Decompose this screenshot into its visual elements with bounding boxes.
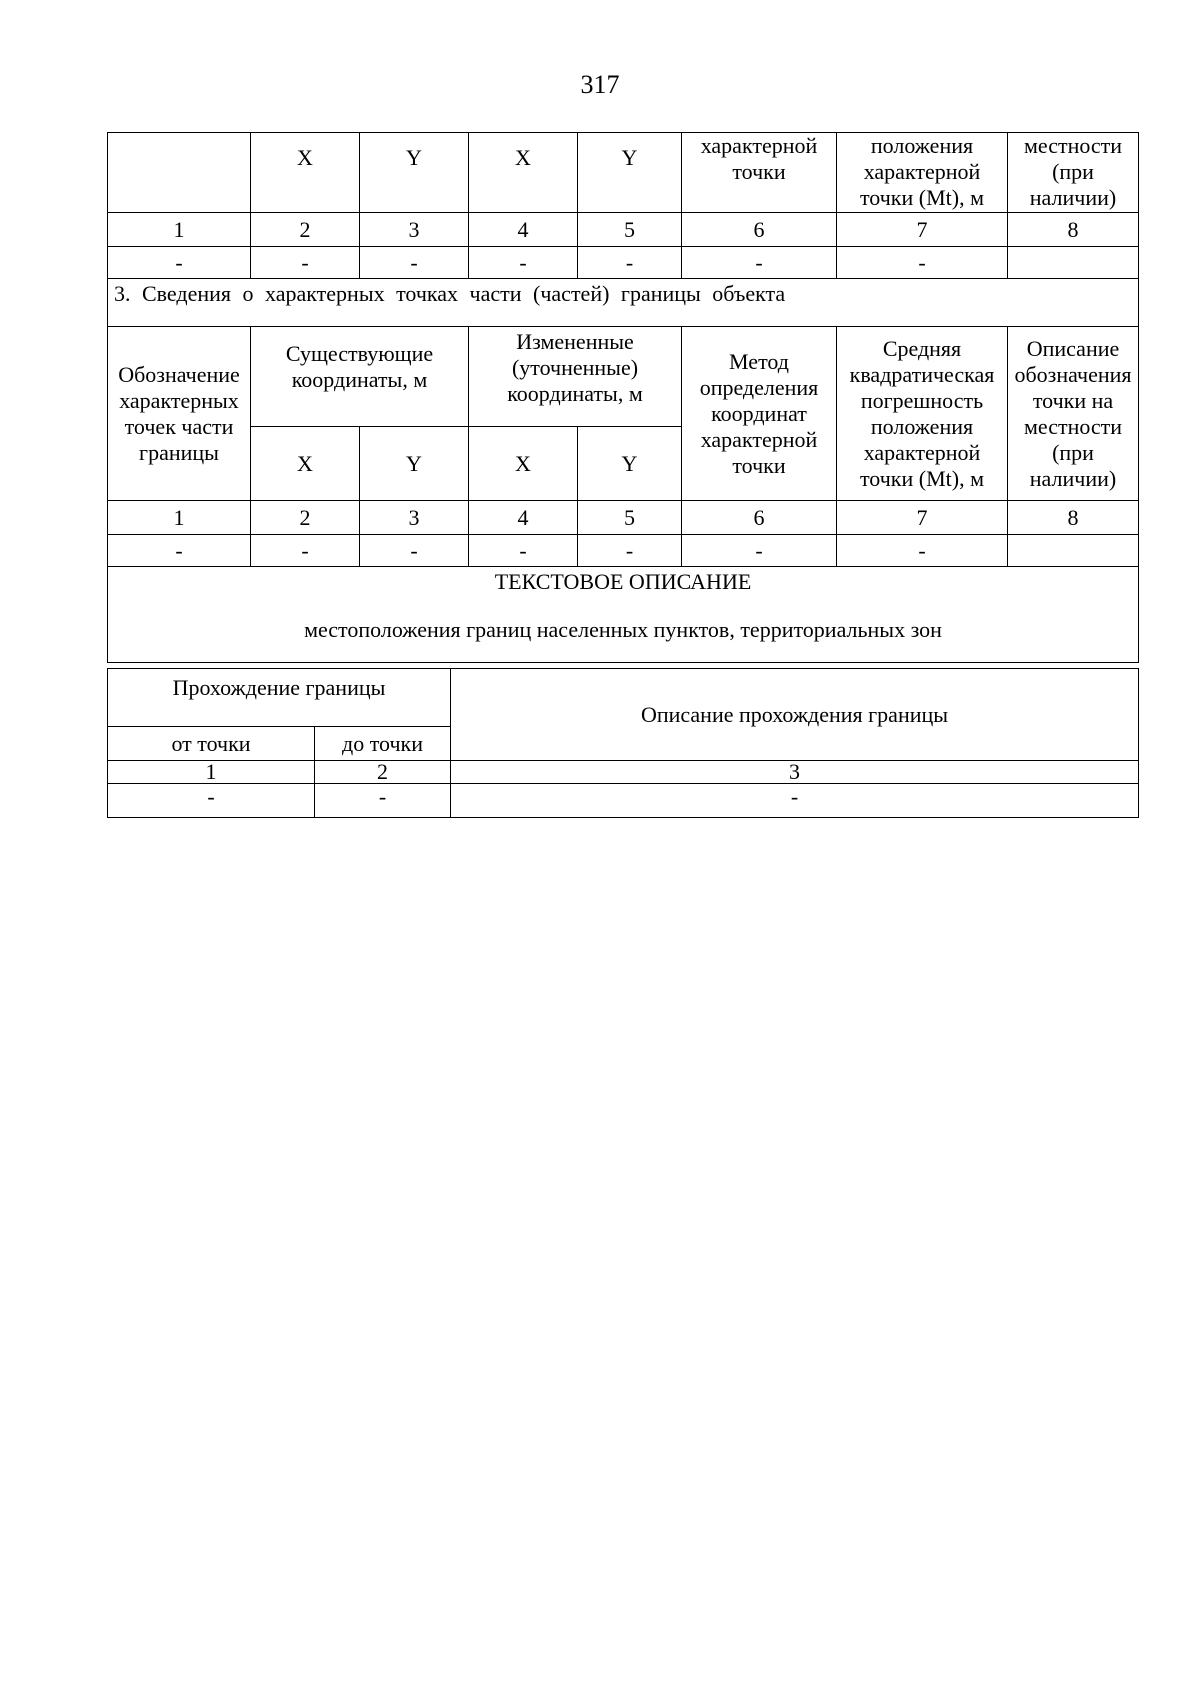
data-cell: - bbox=[315, 784, 451, 818]
cont-header-y-1: Y bbox=[360, 133, 469, 213]
header-method: Метод определения координат характерной точки bbox=[682, 327, 837, 501]
index-row bbox=[108, 213, 1139, 247]
index-cell: 3 bbox=[360, 213, 469, 247]
header-x-existing: X bbox=[251, 427, 360, 501]
data-cell: - bbox=[108, 535, 251, 567]
data-cell: - bbox=[251, 247, 360, 279]
index-cell: 5 bbox=[578, 501, 682, 535]
data-cell: - bbox=[682, 247, 837, 279]
section-3-data-row bbox=[108, 535, 1139, 567]
passage-header-row bbox=[108, 669, 1139, 727]
page-number: 317 bbox=[580, 70, 620, 99]
index-cell: 1 bbox=[108, 761, 315, 784]
header-to-point: до точки bbox=[315, 727, 451, 761]
data-cell: - bbox=[837, 535, 1008, 567]
data-cell: - bbox=[578, 535, 682, 567]
passage-data-row bbox=[108, 784, 1139, 818]
index-cell: 2 bbox=[251, 501, 360, 535]
cont-header-y-2: Y bbox=[578, 133, 682, 213]
text-description-subtitle: местоположения границ населенных пунктов, территориальных зон bbox=[304, 617, 942, 642]
header-boundary-passage: Прохождение границы bbox=[108, 669, 451, 727]
data-cell: - bbox=[360, 535, 469, 567]
index-cell: 2 bbox=[315, 761, 451, 784]
index-cell: 2 bbox=[251, 213, 360, 247]
index-cell: 7 bbox=[837, 501, 1008, 535]
passage-index-row bbox=[108, 761, 1139, 784]
header-designation: Обозначение характерных точек части границы bbox=[108, 327, 251, 501]
section-3-title-row bbox=[108, 279, 1139, 327]
header-y-existing: Y bbox=[360, 427, 469, 501]
data-cell: - bbox=[837, 247, 1008, 279]
data-cell: - bbox=[451, 784, 1139, 818]
cont-header-method: характерной точки bbox=[682, 133, 837, 213]
header-x-changed: X bbox=[469, 427, 578, 501]
coordinates-table bbox=[107, 132, 1139, 663]
data-cell: - bbox=[108, 247, 251, 279]
header-mean-square-error: Средняя квадратическая погрешность положения характерной точки (Mt), м bbox=[837, 327, 1008, 501]
section-3-header-row bbox=[108, 327, 1139, 427]
header-y-changed: Y bbox=[578, 427, 682, 501]
text-description-banner-row bbox=[108, 567, 1139, 663]
index-cell: 6 bbox=[682, 501, 837, 535]
header-existing-coordinates: Существующие координаты, м bbox=[251, 327, 469, 427]
data-cell: - bbox=[251, 535, 360, 567]
data-cell bbox=[1008, 247, 1139, 279]
section-3-title: 3. Сведения о характерных точках части (частей) границы объекта bbox=[108, 279, 1139, 327]
continued-header-row bbox=[108, 133, 1139, 213]
data-cell: - bbox=[108, 784, 315, 818]
cont-header-error: положения характерной точки (Mt), м bbox=[837, 133, 1008, 213]
index-cell: 8 bbox=[1008, 213, 1139, 247]
header-passage-description: Описание прохождения границы bbox=[451, 669, 1139, 761]
index-cell: 4 bbox=[469, 501, 578, 535]
text-description-title: ТЕКСТОВОЕ ОПИСАНИЕ bbox=[494, 569, 752, 594]
index-cell: 7 bbox=[837, 213, 1008, 247]
data-cell: - bbox=[469, 247, 578, 279]
index-cell: 3 bbox=[360, 501, 469, 535]
cont-header-cell-1 bbox=[108, 133, 251, 213]
index-cell: 5 bbox=[578, 213, 682, 247]
cont-header-description: местности (при наличии) bbox=[1008, 133, 1139, 213]
header-point-description: Описание обозначения точки на местности (при наличии) bbox=[1008, 327, 1139, 501]
data-cell bbox=[1008, 535, 1139, 567]
text-description-banner bbox=[108, 567, 1139, 663]
index-cell: 6 bbox=[682, 213, 837, 247]
cont-header-x-2: X bbox=[469, 133, 578, 213]
boundary-passage-table bbox=[107, 668, 1139, 818]
index-cell: 3 bbox=[451, 761, 1139, 784]
data-cell: - bbox=[682, 535, 837, 567]
index-cell: 4 bbox=[469, 213, 578, 247]
index-cell: 1 bbox=[108, 501, 251, 535]
section-3-index-row bbox=[108, 501, 1139, 535]
header-from-point: от точки bbox=[108, 727, 315, 761]
header-changed-coordinates: Измененные (уточненные) координаты, м bbox=[469, 327, 682, 427]
index-cell: 8 bbox=[1008, 501, 1139, 535]
data-cell: - bbox=[578, 247, 682, 279]
data-cell: - bbox=[360, 247, 469, 279]
cont-header-x-1: X bbox=[251, 133, 360, 213]
data-row bbox=[108, 247, 1139, 279]
data-cell: - bbox=[469, 535, 578, 567]
index-cell: 1 bbox=[108, 213, 251, 247]
